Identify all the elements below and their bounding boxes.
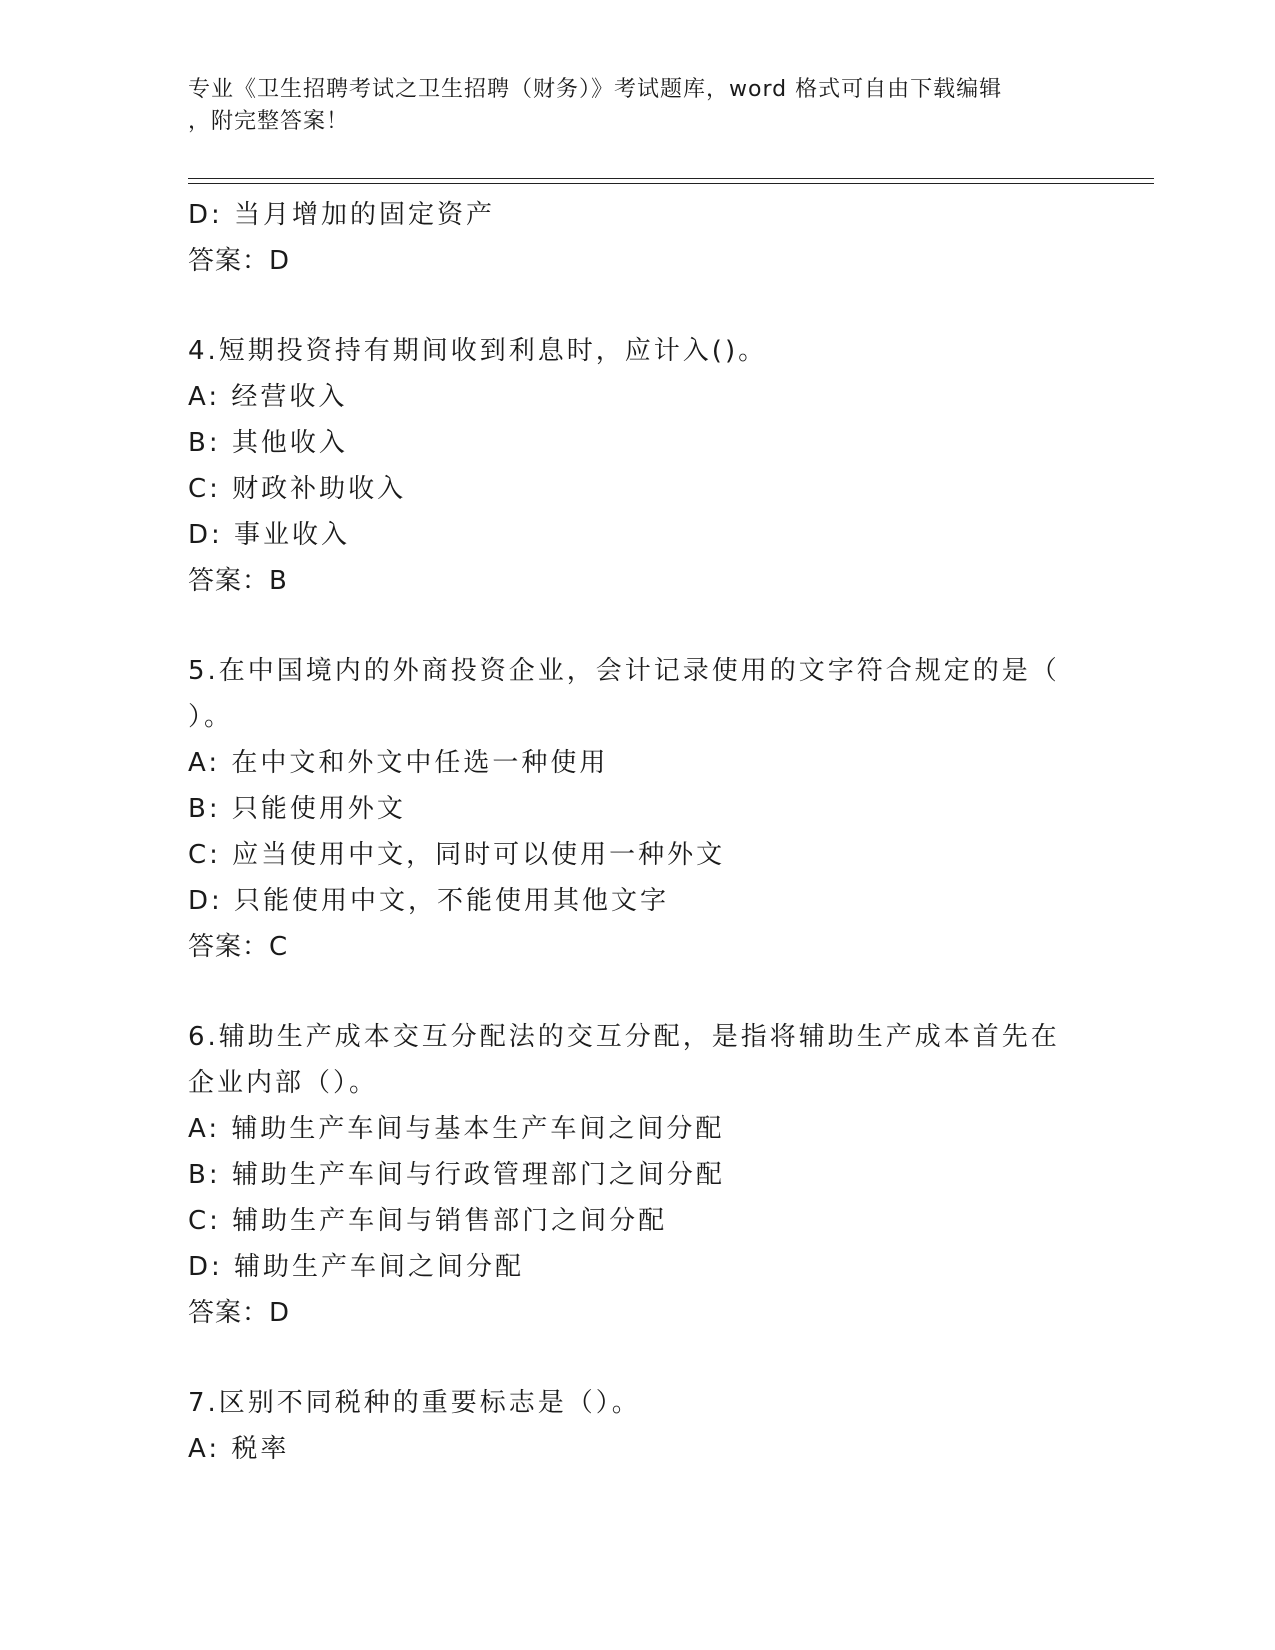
answer-line: 答案：B (188, 566, 288, 596)
answer-line: 答案：D (188, 1298, 291, 1328)
option-c: C: 财政补助收入 (188, 474, 407, 504)
question-stem-continued: 企业内部（）。 (188, 1068, 379, 1098)
document-header (188, 74, 1068, 138)
option-b: B: 只能使用外文 (188, 794, 406, 824)
option-d: D: 当月增加的固定资产 (188, 200, 496, 230)
answer-line: 答案：C (188, 932, 289, 962)
option-a: A: 在中文和外文中任选一种使用 (188, 748, 609, 778)
question-stem: 7.区别不同税种的重要标志是（）。 (188, 1388, 641, 1418)
option-d: D: 只能使用中文，不能使用其他文字 (188, 886, 670, 916)
option-a: A: 辅助生产车间与基本生产车间之间分配 (188, 1114, 725, 1144)
header-divider-bottom (188, 183, 1154, 184)
option-a: A: 税率 (188, 1434, 290, 1464)
header-line-2: ，附完整答案！ (188, 109, 350, 134)
option-b: B: 其他收入 (188, 428, 348, 458)
question-stem-continued: ）。 (188, 702, 234, 732)
option-d: D: 事业收入 (188, 520, 351, 550)
option-c: C: 辅助生产车间与销售部门之间分配 (188, 1206, 668, 1236)
question-stem: 6.辅助生产成本交互分配法的交互分配，是指将辅助生产成本首先在 (188, 1022, 1060, 1052)
header-divider-top (188, 178, 1154, 179)
option-c: C: 应当使用中文，同时可以使用一种外文 (188, 840, 726, 870)
question-content (188, 192, 1068, 1472)
answer-line: 答案：D (188, 246, 291, 276)
option-a: A: 经营收入 (188, 382, 348, 412)
question-stem: 5.在中国境内的外商投资企业，会计记录使用的文字符合规定的是（ (188, 656, 1060, 686)
option-d: D: 辅助生产车间之间分配 (188, 1252, 525, 1282)
header-line-1: 专业《卫生招聘考试之卫生招聘（财务）》考试题库，word 格式可自由下载编辑 (188, 77, 1003, 102)
option-b: B: 辅助生产车间与行政管理部门之间分配 (188, 1160, 725, 1190)
question-stem: 4.短期投资持有期间收到利息时，应计入()。 (188, 336, 768, 366)
